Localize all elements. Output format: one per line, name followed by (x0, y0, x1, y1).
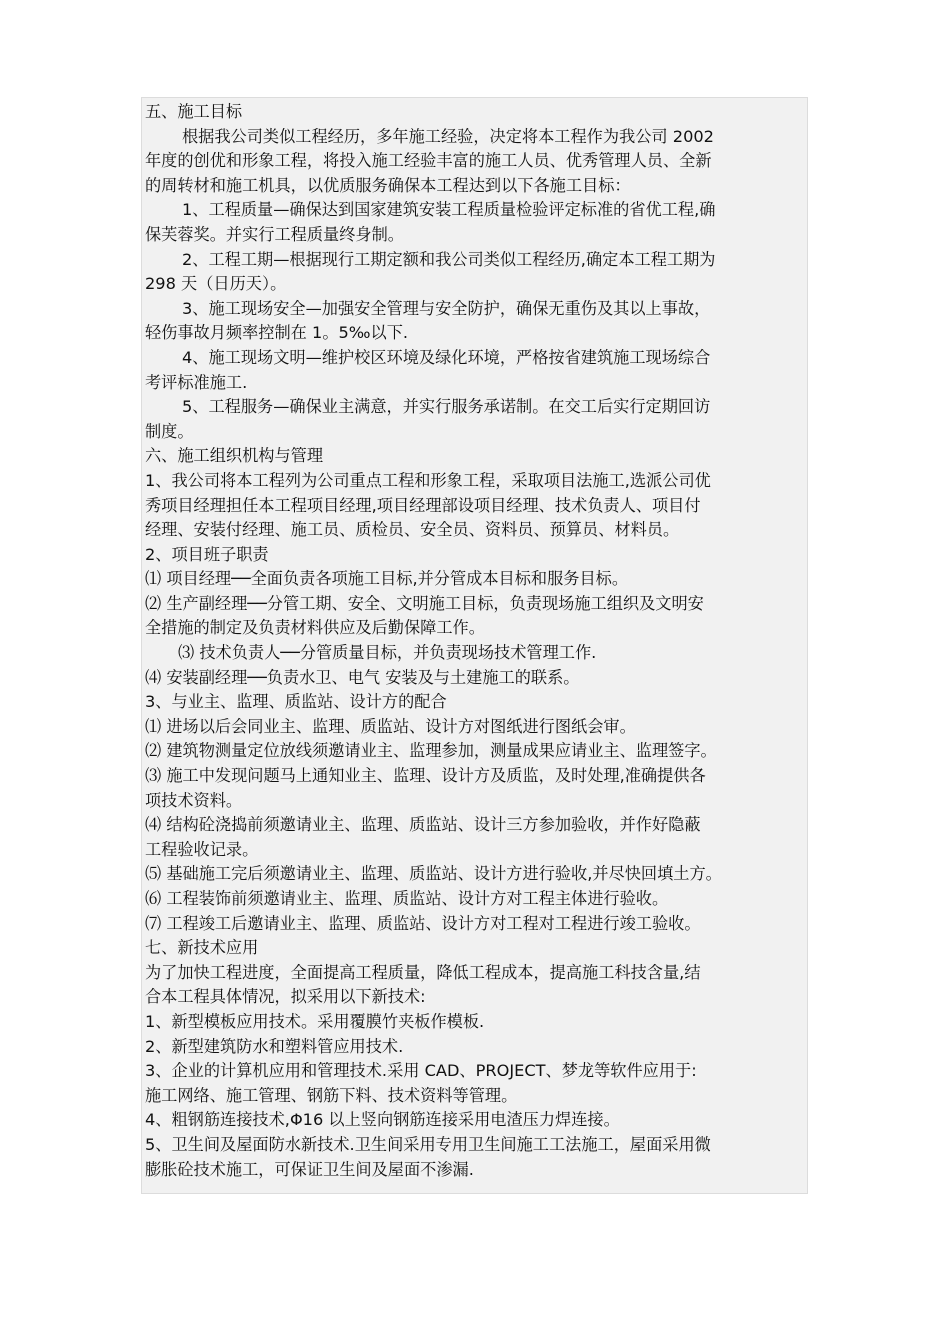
text-line: 2、工程工期—根据现行工期定额和我公司类似工程经历,确定本工程工期为 (182, 249, 716, 269)
text-line: ⑶ 施工中发现问题马上通知业主、监理、设计方及质监，及时处理,准确提供各 (145, 766, 706, 786)
text-line: 4、粗钢筋连接技术,Φ16 以上竖向钢筋连接采用电渣压力焊连接。 (145, 1110, 620, 1130)
text-line: 根据我公司类似工程经历，多年施工经验，决定将本工程作为我公司 2002 (182, 126, 714, 146)
text-line: 项技术资料。 (145, 790, 243, 810)
text-line: 经理、安装付经理、施工员、质检员、安全员、资料员、预算员、材料员。 (145, 520, 680, 540)
text-line: 3、企业的计算机应用和管理技术.采用 CAD、PROJECT、梦龙等软件应用于: (145, 1061, 697, 1081)
text-line: 七、新技术应用 (145, 938, 259, 958)
text-line: 1、我公司将本工程列为公司重点工程和形象工程，采取项目法施工,选派公司优 (145, 470, 711, 490)
document-body (145, 100, 811, 1182)
text-line: ⑺ 工程竣工后邀请业主、监理、质监站、设计方对工程对工程进行竣工验收。 (145, 913, 701, 933)
text-line: 1、新型模板应用技术。采用覆膜竹夹板作模板. (145, 1011, 485, 1031)
text-line: 膨胀砼技术施工，可保证卫生间及屋面不渗漏. (145, 1159, 474, 1179)
text-line: 全措施的制定及负责材料供应及后勤保障工作。 (145, 618, 485, 638)
text-line: ⑷ 结构砼浇捣前须邀请业主、监理、质监站、设计三方参加验收，并作好隐蔽 (145, 815, 701, 835)
text-line: ⑶ 技术负责人──分管质量目标，并负责现场技术管理工作. (178, 643, 597, 663)
text-line: 2、项目班子职责 (145, 544, 269, 564)
text-line: ⑷ 安装副经理──负责水卫、电气 安装及与土建施工的联系。 (145, 667, 580, 687)
text-line: 5、卫生间及屋面防水新技术.卫生间采用专用卫生间施工工法施工，屋面采用微 (145, 1134, 711, 1154)
text-line: 的周转材和施工机具，以优质服务确保本工程达到以下各施工目标： (145, 175, 631, 195)
text-line: ⑴ 项目经理──全面负责各项施工目标,并分管成本目标和服务目标。 (145, 569, 629, 589)
text-line: ⑹ 工程装饰前须邀请业主、监理、质监站、设计方对工程主体进行验收。 (145, 889, 669, 908)
text-line: 年度的创优和形象工程，将投入施工经验丰富的施工人员、优秀管理人员、全新 (145, 151, 712, 171)
text-line: 3、与业主、监理、质监站、设计方的配合 (145, 692, 447, 712)
text-line: 5、工程服务—确保业主满意，并实行服务承诺制。在交工后实行定期回访 (182, 397, 711, 417)
text-line: 为了加快工程进度，全面提高工程质量，降低工程成本，提高施工科技含量,结 (145, 962, 701, 982)
text-line: 合本工程具体情况，拟采用以下新技术: (145, 987, 426, 1007)
text-line: 考评标准施工. (145, 372, 248, 392)
text-line: 秀项目经理担任本工程项目经理,项目经理部设项目经理、技术负责人、项目付 (145, 495, 701, 515)
text-line: 1、工程质量—确保达到国家建筑安装工程质量检验评定标准的省优工程,确 (182, 200, 716, 220)
text-line: ⑴ 进场以后会同业主、监理、质监站、设计方对图纸进行图纸会审。 (145, 716, 636, 736)
text-line: 保芙蓉奖。并实行工程质量终身制。 (145, 224, 404, 244)
text-line: 施工网络、施工管理、钢筋下料、技术资料等管理。 (145, 1085, 518, 1105)
text-line: 五、施工目标 (145, 102, 243, 121)
text-line: ⑵ 生产副经理──分管工期、安全、文明施工目标，负责现场施工组织及文明安 (145, 593, 704, 613)
text-line: 3、施工现场安全—加强安全管理与安全防护，确保无重伤及其以上事故， (182, 298, 711, 318)
text-line: ⑵ 建筑物测量定位放线须邀请业主、监理参加，测量成果应请业主、监理签字。 (145, 741, 717, 761)
text-line: 制度。 (145, 421, 194, 441)
text-line: ⑸ 基础施工完后须邀请业主、监理、质监站、设计方进行验收,并尽快回填土方。 (145, 864, 722, 884)
text-line: 2、新型建筑防水和塑料管应用技术. (145, 1036, 404, 1056)
text-line: 4、施工现场文明—维护校区环境及绿化环境，严格按省建筑施工现场综合 (182, 347, 711, 367)
text-line: 工程验收记录。 (145, 839, 259, 859)
text-line: 轻伤事故月频率控制在 1。5‰以下. (145, 323, 409, 343)
text-line: 六、施工组织机构与管理 (145, 446, 324, 466)
text-line: 298 天（日历天）。 (145, 274, 287, 294)
